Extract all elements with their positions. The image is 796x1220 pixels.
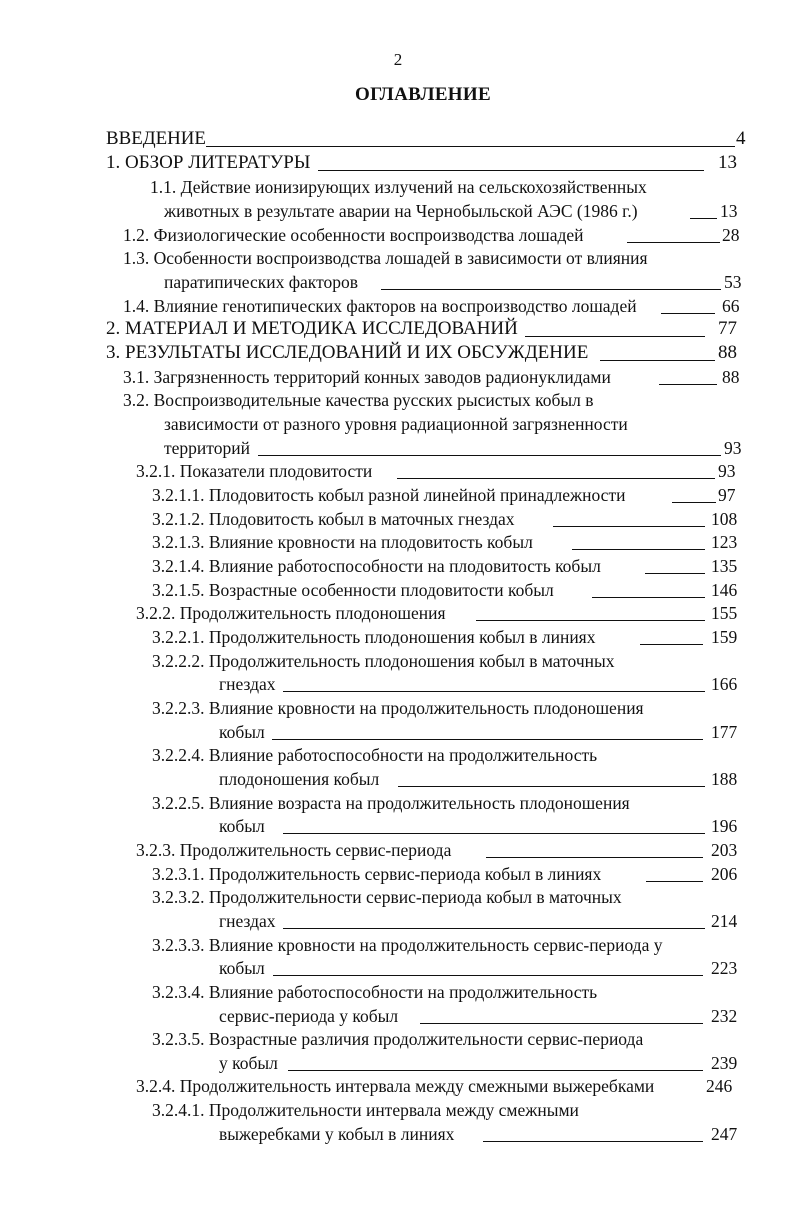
toc-page-number: 146 bbox=[711, 580, 738, 600]
toc-page-number: 77 bbox=[718, 318, 737, 339]
toc-entry bbox=[0, 199, 796, 223]
toc-entry-text: 3.2.2.4. Влияние работоспособности на продолжительность bbox=[152, 745, 598, 765]
toc-entry-text: кобыл bbox=[219, 816, 265, 836]
toc-entry-text: 3.2.2.1. Продолжительность плодоношения кобыл в линиях bbox=[152, 627, 596, 647]
toc-leader-line bbox=[600, 360, 715, 361]
toc-entry-text: 1.2. Физиологические особенности воспроизводства лошадей bbox=[123, 225, 584, 245]
toc-entry-text: у кобыл bbox=[219, 1053, 278, 1073]
toc-leader-line bbox=[318, 170, 704, 171]
toc-entry-text: 3.2.2.5. Влияние возраста на продолжительность плодоношения bbox=[152, 793, 630, 813]
toc-leader-line bbox=[592, 597, 705, 598]
toc-entry bbox=[0, 365, 796, 389]
toc-leader-line bbox=[272, 739, 703, 740]
toc-page-number: 28 bbox=[722, 225, 740, 245]
toc-entry-text: 3.2. Воспроизводительные качества русских рысистых кобыл в bbox=[123, 390, 594, 410]
toc-entry bbox=[0, 127, 796, 151]
toc-page-number: 88 bbox=[718, 342, 737, 363]
toc-leader-line bbox=[672, 502, 716, 503]
toc-page-number: 206 bbox=[711, 864, 738, 884]
toc-page-number: 97 bbox=[718, 485, 736, 505]
toc-leader-line bbox=[283, 691, 705, 692]
toc-entry-text: 3.2.3.1. Продолжительность сервис-периода кобыл в линиях bbox=[152, 864, 602, 884]
toc-leader-line bbox=[398, 786, 705, 787]
toc-leader-line bbox=[288, 1070, 703, 1071]
toc-entry-text: 1. ОБЗОР ЛИТЕРАТУРЫ bbox=[106, 152, 311, 173]
toc-page-number: 13 bbox=[720, 201, 738, 221]
toc-entry bbox=[0, 909, 796, 933]
toc-leader-line bbox=[420, 1023, 703, 1024]
toc-entry bbox=[0, 294, 796, 318]
toc-page-number: 166 bbox=[711, 674, 738, 694]
toc-entry bbox=[0, 341, 796, 365]
toc-entry bbox=[0, 1051, 796, 1075]
toc-entry bbox=[0, 388, 796, 412]
toc-entry bbox=[0, 530, 796, 554]
toc-entry-text: кобыл bbox=[219, 958, 265, 978]
toc-entry-text: 3.2.3.4. Влияние работоспособности на продолжительность bbox=[152, 982, 598, 1002]
toc-entry-text: 3.2.4.1. Продолжительности интервала между смежными bbox=[152, 1100, 579, 1120]
toc-entry bbox=[0, 270, 796, 294]
toc-entry bbox=[0, 1098, 796, 1122]
toc-entry bbox=[0, 838, 796, 862]
toc-entry-text: 3.2.3.2. Продолжительности сервис-периода кобыл в маточных bbox=[152, 887, 622, 907]
toc-leader-line bbox=[206, 146, 735, 147]
toc-entry-text: гнездах bbox=[219, 911, 276, 931]
toc-entry-text: 3.2.1.4. Влияние работоспособности на плодовитость кобыл bbox=[152, 556, 601, 576]
toc-entry bbox=[0, 1027, 796, 1051]
toc-leader-line bbox=[572, 549, 705, 550]
toc-entry-text: плодоношения кобыл bbox=[219, 769, 380, 789]
toc-page-number: 247 bbox=[711, 1124, 738, 1144]
toc-entry-text: 3.2.2.2. Продолжительность плодоношения кобыл в маточных bbox=[152, 651, 615, 671]
toc-entry bbox=[0, 507, 796, 531]
toc-entry-text: 3.2.1.3. Влияние кровности на плодовитость кобыл bbox=[152, 532, 533, 552]
toc-entry bbox=[0, 696, 796, 720]
toc-page-number: 4 bbox=[736, 128, 746, 149]
toc-page-number: 93 bbox=[718, 461, 736, 481]
toc-entry-text: кобыл bbox=[219, 722, 265, 742]
toc-entry bbox=[0, 862, 796, 886]
toc-entry-text: 3.2.3.3. Влияние кровности на продолжительность сервис-периода у bbox=[152, 935, 663, 955]
toc-entry-text: 3. РЕЗУЛЬТАТЫ ИССЛЕДОВАНИЙ И ИХ ОБСУЖДЕНИЕ bbox=[106, 342, 589, 363]
toc-leader-line bbox=[553, 526, 705, 527]
toc-entry-text: 3.1. Загрязненность территорий конных заводов радионуклидами bbox=[123, 367, 611, 387]
toc-page-number: 123 bbox=[711, 532, 738, 552]
toc-entry-text: гнездах bbox=[219, 674, 276, 694]
toc-leader-line bbox=[659, 384, 717, 385]
toc-leader-line bbox=[273, 975, 703, 976]
toc-entry bbox=[0, 151, 796, 175]
toc-entry-text: зависимости от разного уровня радиационной загрязненности bbox=[164, 414, 628, 434]
toc-page-number: 188 bbox=[711, 769, 738, 789]
toc-entry bbox=[0, 980, 796, 1004]
toc-page-number: 66 bbox=[722, 296, 740, 316]
toc-entry bbox=[0, 767, 796, 791]
toc-entry-text: сервис-периода у кобыл bbox=[219, 1006, 399, 1026]
toc-entry-text: 3.2.2. Продолжительность плодоношения bbox=[136, 603, 446, 623]
toc-entry bbox=[0, 412, 796, 436]
toc-page-number: 214 bbox=[711, 911, 738, 931]
toc-leader-line bbox=[661, 313, 715, 314]
toc-entry-text: паратипических факторов bbox=[164, 272, 359, 292]
toc-leader-line bbox=[690, 218, 717, 219]
toc-leader-line bbox=[283, 833, 705, 834]
toc-page-number: 93 bbox=[724, 438, 742, 458]
toc-leader-line bbox=[646, 881, 703, 882]
toc-page-number: 246 bbox=[706, 1076, 733, 1096]
toc-entry bbox=[0, 1004, 796, 1028]
toc-entry-text: 1.3. Особенности воспроизводства лошадей в зависимости от влияния bbox=[123, 248, 648, 268]
toc-leader-line bbox=[483, 1141, 703, 1142]
toc-entry bbox=[0, 483, 796, 507]
toc-entry bbox=[0, 246, 796, 270]
toc-page-number: 53 bbox=[724, 272, 742, 292]
toc-entry-text: территорий bbox=[164, 438, 250, 458]
toc-entry-text: ВВЕДЕНИЕ bbox=[106, 128, 206, 149]
toc-entry bbox=[0, 885, 796, 909]
toc-entry-text: 2. МАТЕРИАЛ И МЕТОДИКА ИССЛЕДОВАНИЙ bbox=[106, 318, 518, 339]
toc-entry bbox=[0, 223, 796, 247]
toc-entry-text: 3.2.2.3. Влияние кровности на продолжительность плодоношения bbox=[152, 698, 644, 718]
page-number: 2 bbox=[393, 50, 403, 69]
toc-page-number: 155 bbox=[711, 603, 738, 623]
toc-leader-line bbox=[397, 478, 715, 479]
toc-entry-text: 3.2.3. Продолжительность сервис-периода bbox=[136, 840, 452, 860]
toc-entry bbox=[0, 436, 796, 460]
toc-entry-text: 3.2.4. Продолжительность интервала между смежными выжеребками bbox=[136, 1076, 655, 1096]
toc-leader-line bbox=[258, 455, 721, 456]
toc-entry-text: животных в результате аварии на Чернобыльской АЭС (1986 г.) bbox=[164, 201, 638, 221]
toc-entry-text: 1.1. Действие ионизирующих излучений на сельскохозяйственных bbox=[150, 177, 647, 197]
toc-entry-text: 3.2.1.2. Плодовитость кобыл в маточных гнездах bbox=[152, 509, 515, 529]
toc-entry bbox=[0, 743, 796, 767]
toc-entry bbox=[0, 578, 796, 602]
toc-title: ОГЛАВЛЕНИЕ bbox=[355, 84, 491, 105]
toc-entry bbox=[0, 956, 796, 980]
toc-entry bbox=[0, 1074, 796, 1098]
toc-leader-line bbox=[486, 857, 703, 858]
toc-entry-text: 3.2.3.5. Возрастные различия продолжительности сервис-периода bbox=[152, 1029, 644, 1049]
toc-leader-line bbox=[381, 289, 721, 290]
toc-entry bbox=[0, 601, 796, 625]
toc-entry bbox=[0, 672, 796, 696]
toc-leader-line bbox=[283, 928, 705, 929]
toc-entry bbox=[0, 554, 796, 578]
toc-page-number: 203 bbox=[711, 840, 738, 860]
toc-entry-text: 3.2.1.5. Возрастные особенности плодовитости кобыл bbox=[152, 580, 554, 600]
toc-entry bbox=[0, 814, 796, 838]
toc-page-number: 223 bbox=[711, 958, 738, 978]
toc-page-number: 13 bbox=[718, 152, 737, 173]
toc-entry bbox=[0, 625, 796, 649]
toc-entry bbox=[0, 317, 796, 341]
toc-entry bbox=[0, 933, 796, 957]
toc-page-number: 232 bbox=[711, 1006, 738, 1026]
toc-page-number: 239 bbox=[711, 1053, 738, 1073]
toc-entry-text: 3.2.1.1. Плодовитость кобыл разной линейной принадлежности bbox=[152, 485, 626, 505]
toc-page-number: 177 bbox=[711, 722, 738, 742]
toc-entry bbox=[0, 649, 796, 673]
toc-page-number: 135 bbox=[711, 556, 738, 576]
toc-leader-line bbox=[627, 242, 720, 243]
toc-leader-line bbox=[645, 573, 705, 574]
toc-page-number: 108 bbox=[711, 509, 738, 529]
toc-entry-text: 1.4. Влияние генотипических факторов на воспроизводство лошадей bbox=[123, 296, 637, 316]
toc-entry bbox=[0, 1122, 796, 1146]
toc-entry bbox=[0, 791, 796, 815]
toc-entry bbox=[0, 720, 796, 744]
toc-leader-line bbox=[476, 620, 705, 621]
toc-entry-text: выжеребками у кобыл в линиях bbox=[219, 1124, 455, 1144]
toc-entry bbox=[0, 459, 796, 483]
toc-page-number: 88 bbox=[722, 367, 740, 387]
toc-entry bbox=[0, 175, 796, 199]
toc-entry-text: 3.2.1. Показатели плодовитости bbox=[136, 461, 373, 481]
toc-page-number: 159 bbox=[711, 627, 738, 647]
toc-page-number: 196 bbox=[711, 816, 738, 836]
toc-leader-line bbox=[525, 336, 705, 337]
toc-leader-line bbox=[640, 644, 703, 645]
